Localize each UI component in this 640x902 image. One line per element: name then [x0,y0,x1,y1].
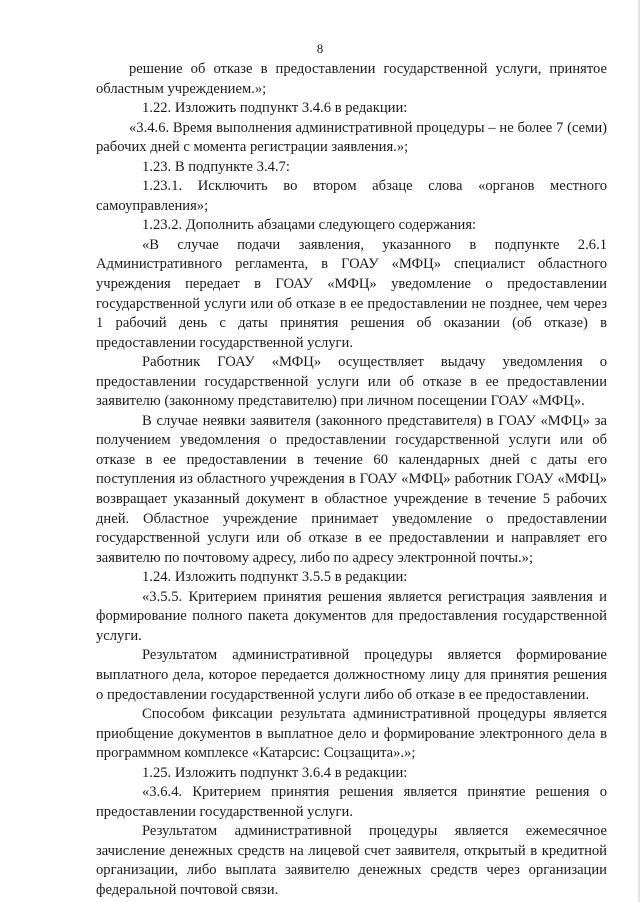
paragraph: «В случае подачи заявления, указанного в подпункте 2.6.1 Административного регламента, в ГОАУ «МФЦ» специалист областного учреждения передает в ГОАУ «МФЦ» уведомление о предоставлении государственной услуги или об отказе в ее предоставлении не позднее, чем через 1 рабочий день с даты принятия решения об оказании (об отказе) в предоставлении государственной услуги. [96,236,607,351]
document-body [96,60,607,901]
paragraph: Способом фиксации результата административной процедуры является приобщение документов в выплатное дело и формирование электронного дела в программном комплексе «Катарсис: Соцзащита».»; [96,706,607,762]
paragraph: Результатом административной процедуры является ежемесячное зачисление денежных средств на лицевой счет заявителя, открытый в кредитной организации, либо выплата заявителю денежных средств через организации федеральной почтовой связи. [96,823,607,898]
paragraph: 1.25. Изложить подпункт 3.6.4 в редакции: [142,764,408,781]
paragraph: «3.6.4. Критерием принятия решения является принятие решения о предоставлении государственной услуги. [96,784,607,820]
paragraph: Работник ГОАУ «МФЦ» осуществляет выдачу уведомления о предоставлении государственной услуги или об отказе в ее предоставлении заявителю (законному представителю) при личном посещении ГОАУ «МФЦ». [96,354,607,410]
paragraph: 1.23.1. Исключить во втором абзаце слова «органов местного самоуправления»; [96,178,607,214]
page-number: 8 [316,41,324,56]
paragraph: 1.24. Изложить подпункт 3.5.5 в редакции: [142,569,408,586]
paragraph: 1.23.2. Дополнить абзацами следующего содержания: [142,217,477,234]
paragraph: «3.4.6. Время выполнения административной процедуры – не более 7 (семи) рабочих дней с момента регистрации заявления.»; [96,119,607,156]
paragraph: 1.22. Изложить подпункт 3.4.6 в редакции: [142,100,408,117]
paragraph: 1.23. В подпункте 3.4.7: [142,158,290,175]
paragraph: «3.5.5. Критерием принятия решения является регистрация заявления и формирование полного пакета документов для предоставления государственной услуги. [96,588,607,644]
paragraph: В случае неявки заявителя (законного представителя) в ГОАУ «МФЦ» за получением уведомления о предоставлении государственной услуги или об отказе в ее предоставлении в течение 60 календарных дней с даты его поступления из областного учреждения в ГОАУ «МФЦ» работник ГОАУ «МФЦ» возвращает указанный документ в областное учреждение в течение 5 рабочих дней. Областное учреждение принимает уведомление о предоставлении государственной услуги или об отказе в ее предоставлении и направляет его заявителю по почтовому адресу, либо по адресу электронной почты.»; [96,412,607,566]
paragraph: Результатом административной процедуры является формирование выплатного дела, которое передается должностному лицу для принятия решения о предоставлении государственной услуги либо об отказе в ее предоставлении. [96,647,607,703]
paragraph: решение об отказе в предоставлении государственной услуги, принятое областным учреждением.»; [96,61,607,97]
